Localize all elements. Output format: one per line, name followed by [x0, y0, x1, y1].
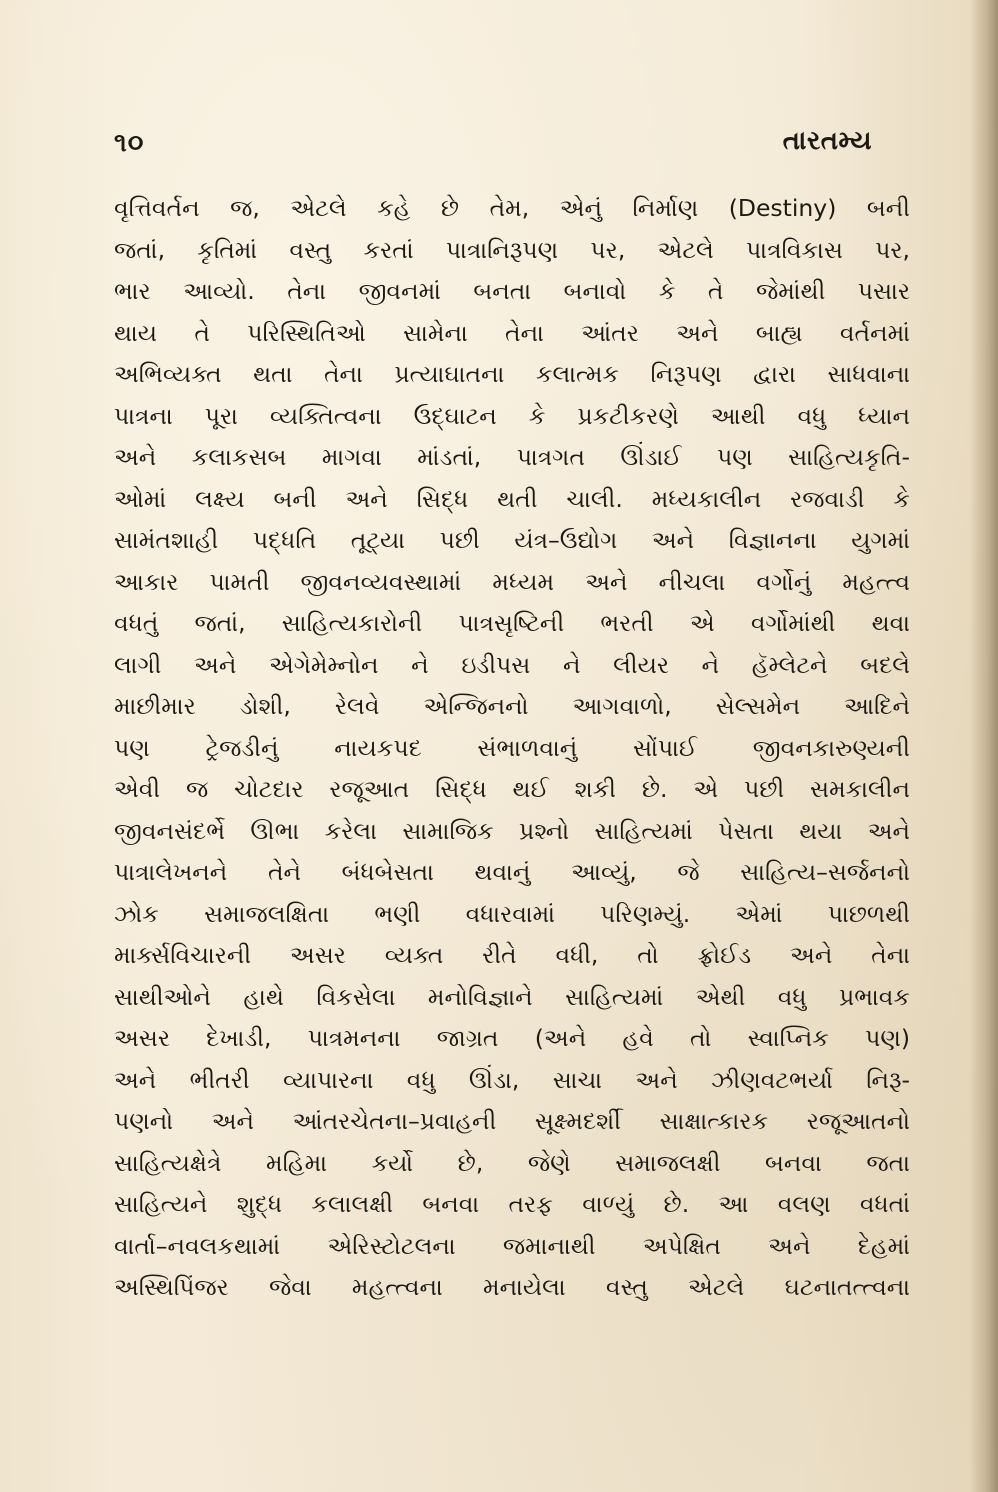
text-line: માર્ક્સવિચારની અસર વ્યક્ત રીતે વધી, તો ફ્રોઈડ અને તેના — [114, 941, 910, 969]
text-line: વાર્તા–નવલકથામાં એરિસ્ટોટલના જમાનાથી અપેક્ષિત અને દેહમાં — [114, 1231, 910, 1260]
page-number: ૧૦ — [114, 128, 145, 158]
text-line: વૃત્તિવર્તન જ, એટલે કહે છે તેમ, એનું નિર્માણ (Destiny) બની — [114, 194, 910, 222]
text-line: અસર દેખાડી, પાત્રમનના જાગ્રત (અને હવે તો સ્વાપ્નિક પણ) — [114, 1024, 910, 1052]
text-line: વધતું જતાં, સાહિત્યકારોની પાત્રસૃષ્ટિની ભરતી એ વર્ગોમાંથી થવા — [114, 609, 910, 637]
text-line: સાહિત્યક્ષેત્રે મહિમા કર્યો છે, જેણે સમાજલક્ષી બનવા જતા — [114, 1148, 910, 1177]
text-line: સાથીઓને હાથે વિકસેલા મનોવિજ્ઞાને સાહિત્યમાં એથી વધુ પ્રભાવક — [114, 982, 910, 1011]
text-line: જીવનસંદર્ભે ઊભા કરેલા સામાજિક પ્રશ્નો સાહિત્યમાં પેસતા થયા અને — [114, 816, 910, 845]
text-line: અસ્થિપિંજર જેવા મહત્ત્વના મનાયેલા વસ્તુ એટલે ઘટનાતત્ત્વના — [114, 1273, 910, 1301]
text-line: અભિવ્યક્ત થતા તેના પ્રત્યાઘાતના કલાત્મક નિરૂપણ દ્વારા સાધવાના — [114, 360, 910, 388]
text-line: એવી જ ચોટદાર રજૂઆત સિદ્ધ થઈ શકી છે. એ પછી સમકાલીન — [114, 775, 910, 803]
text-line: ઓમાં લક્ષ્ય બની અને સિદ્ધ થતી ચાલી. મધ્યકાલીન રજવાડી કે — [114, 484, 910, 513]
page-edge-shadow — [970, 0, 998, 1492]
text-line: પણ ટ્રેજડીનું નાયકપદ સંભાળવાનું સોંપાઈ જીવનકારુણ્યની — [114, 733, 910, 762]
text-line: પાત્રના પૂરા વ્યક્તિત્વના ઉદ્‌ઘાટન કે પ્રકટીકરણે આથી વધુ ધ્યાન — [114, 401, 910, 430]
text-line: થાય તે પરિસ્થિતિઓ સામેના તેના આંતર અને બાહ્ય વર્તનમાં — [114, 318, 910, 347]
text-line: આકાર પામતી જીવનવ્યવસ્થામાં મધ્યમ અને નીચલા વર્ગોનું મહત્ત્વ — [114, 567, 910, 596]
text-line: સાહિત્યને શુદ્ધ કલાલક્ષી બનવા તરફ વાળ્યું છે. આ વલણ વધતાં — [114, 1190, 910, 1218]
text-line: ભાર આવ્યો. તેના જીવનમાં બનતા બનાવો કે તે જેમાંથી પસાર — [114, 277, 910, 305]
text-line: અને કલાકસબ માગવા માંડતાં, પાત્રગત ઊંડાઈ પણ સાહિત્યકૃતિ- — [114, 443, 910, 471]
text-line: ઝોક સમાજલક્ષિતા ભણી વધારવામાં પરિણમ્યું. એમાં પાછળથી — [114, 899, 910, 928]
running-title: તારતમ્ય — [782, 126, 872, 156]
text-line: સામંતશાહી પદ્ધતિ તૂટ્યા પછી યંત્ર–ઉદ્યોગ અને વિજ્ઞાનના યુગમાં — [114, 526, 910, 554]
text-line: અને ભીતરી વ્યાપારના વધુ ઊંડા, સાચા અને ઝીણવટભર્યા નિરૂ- — [114, 1065, 910, 1094]
text-line: લાગી અને એગેમેમ્નોન ને ઇડીપસ ને લીયર ને હૅમ્લેટને બદલે — [114, 650, 910, 679]
text-line: પાત્રાલેખનને તેને બંધબેસતા થવાનું આવ્યું, જે સાહિત્ય–સર્જનનો — [114, 858, 910, 886]
text-line: માછીમાર ડોશી, રેલવે એન્જિનનો આગવાળો, સેલ્સમેન આદિને — [114, 692, 910, 720]
text-line: જતાં, કૃતિમાં વસ્તુ કરતાં પાત્રાનિરૂપણ પર, એટલે પાત્રવિકાસ પર, — [114, 235, 910, 264]
text-line: પણનો અને આંતરચેતના–પ્રવાહની સૂક્ષ્મદર્શી સાક્ષાત્કારક રજૂઆતનો — [114, 1107, 910, 1135]
body-text — [114, 188, 910, 1309]
